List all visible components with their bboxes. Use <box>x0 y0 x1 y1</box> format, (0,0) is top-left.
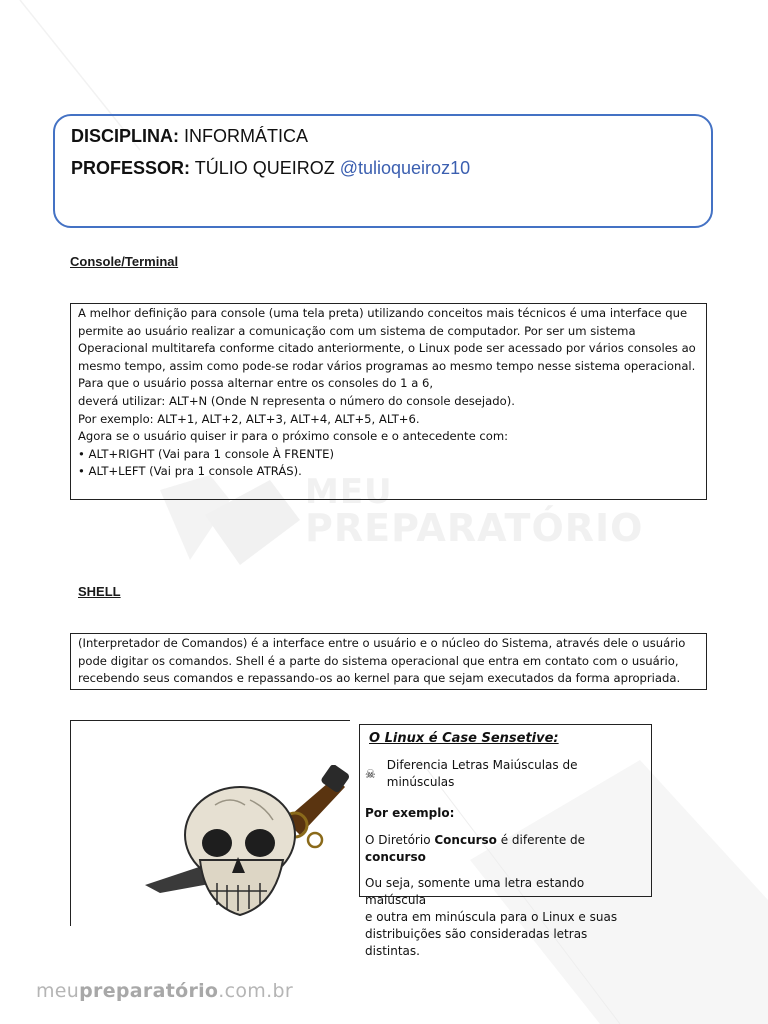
console-line: A melhor definição para console (uma tela preta) utilizando conceitos mais técnicos é uma interface que <box>78 306 688 320</box>
professor-label: PROFESSOR: <box>71 158 191 178</box>
professor-line <box>71 158 470 179</box>
console-line: mesmo tempo, assim como pode-se rodar vários programas ao mesmo tempo nesse sistema operacional. <box>78 358 696 373</box>
linux-box-title: O Linux é Case Sensetive: <box>369 731 559 746</box>
shell-line: pode digitar os comandos. Shell é a parte do sistema operacional que entra em contato com o usuário, <box>78 653 679 668</box>
directory-example <box>365 832 646 866</box>
skull-crossbones-icon: ☠ <box>365 766 376 781</box>
conclusion-line: Ou seja, somente uma letra estando maiúscula <box>365 876 585 907</box>
discipline-line <box>71 126 308 147</box>
watermark-line-1: MEU <box>305 472 393 512</box>
conclusion-paragraph <box>365 875 646 960</box>
console-section-title: Console/Terminal <box>70 254 179 269</box>
console-line: • ALT+LEFT (Vai pra 1 console ATRÁS). <box>78 464 302 479</box>
console-line: Agora se o usuário quiser ir para o próximo console e o antecedente com: <box>78 429 509 444</box>
linux-bullet-row <box>365 757 646 791</box>
linux-bullet-text: Diferencia Letras Maiúsculas de minúsculas <box>386 758 578 789</box>
watermark-line-2: PREPARATÓRIO <box>305 506 644 550</box>
example-label: Por exemplo: <box>365 806 455 820</box>
console-line: • ALT+RIGHT (Vai para 1 console À FRENTE) <box>78 446 334 461</box>
console-line: Operacional multitarefa conforme citado anteriormente, o Linux pode ser acessado por vários consoles ao <box>78 341 696 356</box>
conclusion-line: e outra em minúscula para o Linux e suas <box>365 910 618 924</box>
skull-image-frame <box>70 720 350 926</box>
shell-line: recebendo seus comandos e repassando-os ao kernel para que sejam executados da forma apropriada. <box>78 671 681 686</box>
footer-suffix: .com.br <box>218 980 293 1002</box>
discipline-value: INFORMÁTICA <box>184 126 309 146</box>
professor-value: TÚLIO QUEIROZ <box>194 158 335 178</box>
console-line: Para que o usuário possa alternar entre os consoles do 1 a 6, <box>78 376 434 391</box>
frame-top-border <box>70 720 350 721</box>
discipline-label: DISCIPLINA: <box>71 126 179 146</box>
console-line: deverá utilizar: ALT+N (Onde N representa o número do console desejado). <box>78 393 515 408</box>
linux-case-sensitive-box <box>359 724 652 958</box>
diff-prefix: O Diretório <box>365 833 435 847</box>
conclusion-line: distribuições são consideradas letras distintas. <box>365 927 588 958</box>
header-box <box>53 114 713 228</box>
diff-word-concurso-lower: concurso <box>365 850 426 864</box>
skull-with-knife-image <box>145 765 350 925</box>
diff-word-concurso-upper: Concurso <box>434 833 497 847</box>
shell-section-title: SHELL <box>78 584 121 599</box>
diff-middle: é diferente de <box>496 833 586 847</box>
console-line: permite ao usuário realizar a comunicação com um sistema de computador. Por ser um sistema <box>78 323 636 338</box>
footer-website <box>36 980 293 1002</box>
shell-line: (Interpretador de Comandos) é a interface entre o usuário e o núcleo do Sistema, através dele o usuário <box>78 636 686 650</box>
frame-left-border <box>70 720 71 926</box>
shell-text-box <box>70 633 707 690</box>
professor-handle[interactable]: @tulioqueiroz10 <box>339 158 471 178</box>
console-line: Por exemplo: ALT+1, ALT+2, ALT+3, ALT+4, ALT+5, ALT+6. <box>78 411 420 426</box>
footer-brand: preparatório <box>79 980 219 1002</box>
console-text-box <box>70 303 707 500</box>
footer-prefix: meu <box>36 980 80 1002</box>
